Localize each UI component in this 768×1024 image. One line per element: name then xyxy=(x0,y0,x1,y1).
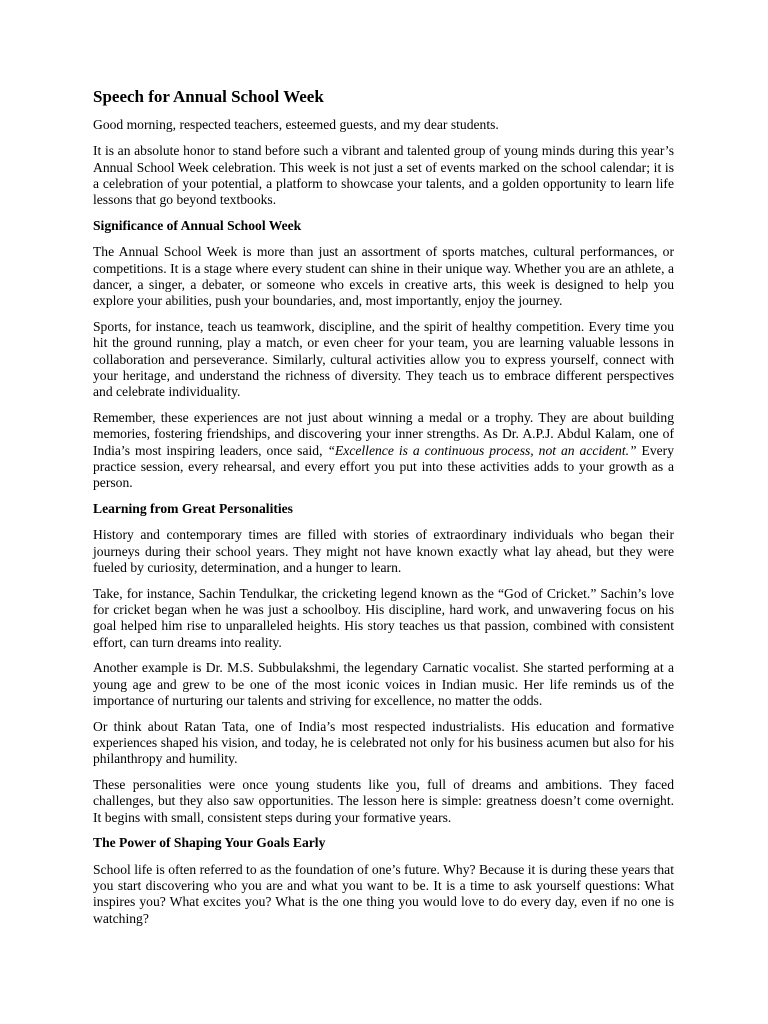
paragraph: Take, for instance, Sachin Tendulkar, the cricketing legend known as the “God of Cricket.” Sachin’s love for cricket began when he was just a schoolboy. His discipline, hard work, and unwavering focus on his goal helped him rise to unparalleled heights. His story teaches us that passion, combined with consistent effort, can turn dreams into reality. xyxy=(93,585,674,650)
paragraph-text: Remember, these experiences are not just about winning a medal or a trophy. They are about building memories, fostering friendships, and discovering your inner strengths. As Dr. A.P.J. Abdul Kalam, one of India’s most inspiring leaders, once said, xyxy=(93,409,674,458)
paragraph-with-quote xyxy=(93,410,674,491)
paragraph: These personalities were once young students like you, full of dreams and ambitions. They faced challenges, but they also saw opportunities. The lesson here is simple: greatness doesn’t come overnight. It begins with small, consistent steps during your formative years. xyxy=(93,777,674,825)
greeting-paragraph: Good morning, respected teachers, esteemed guests, and my dear students. xyxy=(93,117,499,132)
paragraph: Or think about Ratan Tata, one of India’s most respected industrialists. His education and formative experiences shaped his vision, and today, he is celebrated not only for his business acumen but also for his philanthropy and humility. xyxy=(93,718,674,767)
section-heading-goals: The Power of Shaping Your Goals Early xyxy=(93,835,326,851)
document-page xyxy=(93,86,674,936)
paragraph: The Annual School Week is more than just an assortment of sports matches, cultural performances, or competitions. It is a stage where every student can shine in their unique way. Whether you are an athlete, a dancer, a singer, a debater, or someone who excels in creative arts, this week is designed to help you explore your abilities, push your boundaries, and, most importantly, enjoy the journey. xyxy=(93,244,674,309)
section-heading-personalities: Learning from Great Personalities xyxy=(93,500,293,516)
kalam-quote: “Excellence is a continuous process, not an accident.” xyxy=(327,442,637,458)
section-heading-significance: Significance of Annual School Week xyxy=(93,217,302,233)
paragraph: Another example is Dr. M.S. Subbulakshmi, the legendary Carnatic vocalist. She started performing at a young age and grew to be one of the most iconic voices in Indian music. Her life reminds us of the importance of nurturing our talents and striving for excellence, no matter the odds. xyxy=(93,660,674,708)
document-title: Speech for Annual School Week xyxy=(93,87,324,106)
paragraph: History and contemporary times are filled with stories of extraordinary individuals who began their journeys during their school years. They might not have known exactly what lay ahead, but they were fueled by curiosity, determination, and a hunger to learn. xyxy=(93,527,674,575)
paragraph: Sports, for instance, teach us teamwork, discipline, and the spirit of healthy competition. Every time you hit the ground running, play a match, or even cheer for your team, you are learning valuable lessons in collaboration and perseverance. Similarly, cultural activities allow you to express yourself, connect with your heritage, and understand the richness of diversity. They teach us to embrace different perspectives and celebrate individuality. xyxy=(93,318,674,400)
paragraph-text: Every practice session, every rehearsal, and every effort you put into these activities adds to your growth as a person. xyxy=(93,442,674,491)
paragraph: School life is often referred to as the foundation of one’s future. Why? Because it is during these years that you start discovering who you are and what you want to be. It is a time to ask yourself questions: What inspires you? What excites you? What is the one thing you would love to do every day, even if no one is watching? xyxy=(93,861,674,926)
intro-paragraph: It is an absolute honor to stand before such a vibrant and talented group of young minds during this year’s Annual School Week celebration. This week is not just a set of events marked on the school calendar; it is a celebration of your potential, a platform to showcase your talents, and a golden opportunity to learn life lessons that go beyond textbooks. xyxy=(93,143,674,208)
